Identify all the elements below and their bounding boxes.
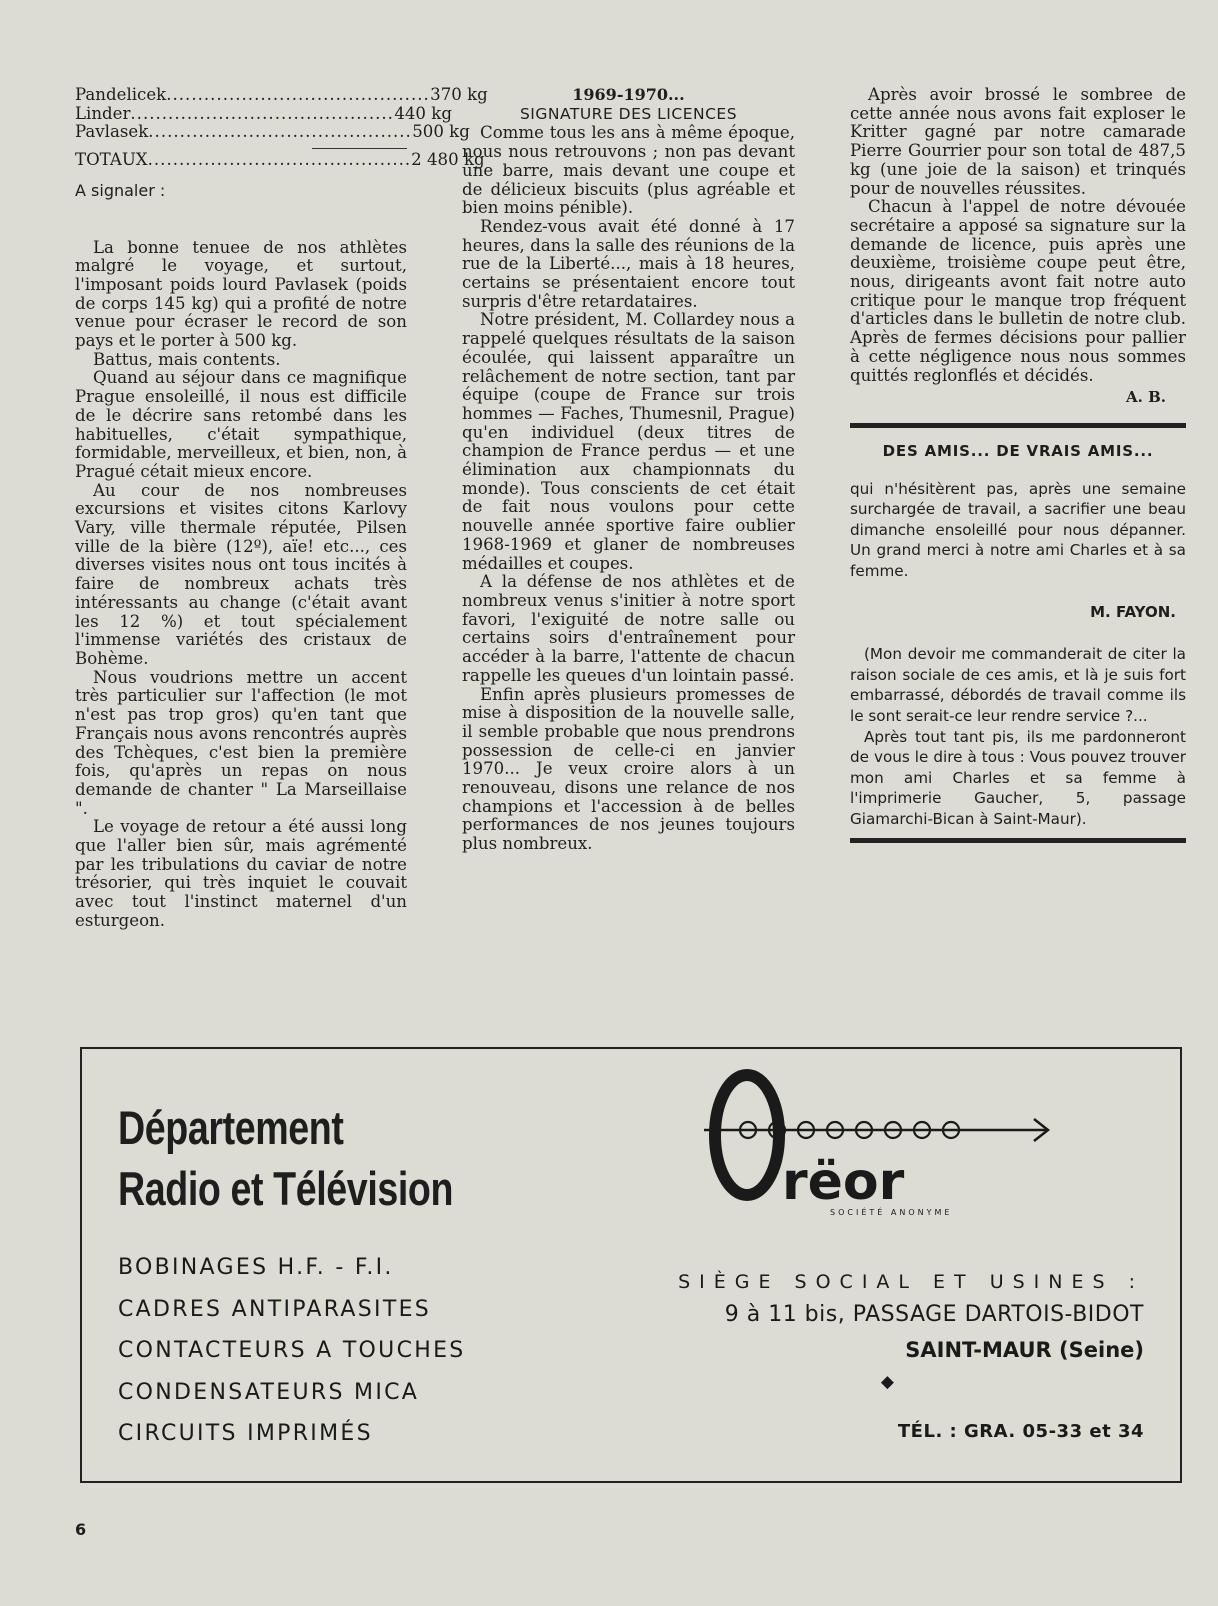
ad-phone: TÉL. : GRA. 05-33 et 34: [897, 1421, 1144, 1442]
page-number: 6: [75, 1520, 87, 1539]
diamond-icon: ◆: [880, 1372, 894, 1392]
total-rule: [312, 148, 407, 149]
box-bottom-rule: [850, 838, 1186, 843]
paragraph: Notre président, M. Collardey nous a rappelé quelques résultats de la saison écoulée, qui laissent apparaître un relâchement de notre section, tant par équipe (coupe de France sur trois hommes — Faches, Thumesnil, Prague) qu'en individuel (deux titres de champion de France perdus — et une élimination aux championnats du monde). Tous conscients de cet était de fait nous voulons pour cette nouvelle année sportive faire oublier 1968-1969 et glaner de nombreuses médailles et coupes.: [462, 310, 795, 573]
box-paragraph: Après tout tant pis, ils me pardonneront de vous le dire à tous : Vous pouvez trouver mon ami Charles et sa femme à l'imprimerie Gaucher, 5, passage Giamarchi-Bican à Saint-Maur).: [850, 727, 1186, 828]
column-3: [850, 86, 1186, 857]
box-paragraph: (Mon devoir me commanderait de citer la raison sociale de ces amis, et là je suis fort embarrassé, débordés de travail comme ils le sont serait-ce leur rendre service ?...: [850, 645, 1186, 725]
article-title: SIGNATURE DES LICENCES: [519, 104, 738, 123]
paragraph: A la défense de nos athlètes et de nombreux venus s'initier à notre sport favori, l'exiguité de notre salle ou certains soirs d'entraînement pour accéder à la barre, l'attente de chacun rappelle les queues d'un lointain passé.: [462, 572, 795, 685]
paragraph: Au cour de nos nombreuses excursions et visites citons Karlovy Vary, ville thermale réputée, Pilsen ville de la bière (12º), aïe! etc..., ces diverses visites nous ont tous incités à faire de nombreux achats très intéressants au change (c'était avant les 12 %) et tout spécialement l'immense variétés des cristaux de Bohème.: [75, 480, 407, 668]
box-top-rule: [850, 423, 1186, 428]
ad-address-line3: SAINT-MAUR (Seine): [905, 1338, 1144, 1362]
total-row: TOTAUX .......................................... 2 480 kg: [75, 150, 485, 170]
score-row: Pavlasek .......................................... 500 kg: [75, 122, 470, 142]
friends-box: [850, 479, 1186, 830]
signaler-heading: A signaler :: [75, 180, 166, 200]
score-row: Pandelicek .......................................... 370 kg: [75, 85, 488, 104]
box-signature: M. FAYON.: [1090, 602, 1176, 621]
ad-products: [118, 1247, 466, 1455]
ad-product: BOBINAGES H.F. - F.I.: [118, 1255, 394, 1280]
article-signature: A. B.: [1126, 388, 1166, 407]
paragraph: Chacun à l'appel de notre dévouée secrétaire a apposé sa signature sur la demande de licence, puis après une deuxième, troisième coupe peut être, nous, dirigeants avont fait notre auto critique pour le manque trop fréquent d'articles dans le bulletin de notre club. Après de fermes décisions pour pallier à cette négligence nous nous sommes quittés reglonflés et décidés.: [850, 197, 1186, 385]
paragraph: Rendez-vous avait été donné à 17 heures, dans la salle des réunions de la rue de la Liberté..., mais à 18 heures, certains se présentaient encore tout surpris d'être retardataires.: [462, 216, 795, 311]
ad-heading-line1: Département: [118, 1101, 344, 1154]
column-1: [75, 85, 488, 931]
ad-product: CONDENSATEURS MICA: [118, 1379, 420, 1405]
paragraph: Nous voudrions mettre un accent très particulier sur l'affection (le mot n'est pas trop gros) qu'en tant que Français nous avons rencontrés auprès des Tchèques, c'est bien la première fois, qu'après un repas on nous demande de chanter " La Marseillaise ".: [75, 667, 407, 818]
ad-address: [678, 1267, 1144, 1447]
ad-heading-line2: Radio et Télévision: [118, 1162, 454, 1215]
box-paragraph: qui n'hésitèrent pas, après une semaine surchargée de travail, a sacrifier une beau dimanche ensoleillé pour nous dépanner. Un grand merci à notre ami Charles et à sa femme.: [850, 479, 1186, 581]
paragraph: La bonne tenuee de nos athlètes malgré le voyage, et surtout, l'imposant poids lourd Pavlasek (poids de corps 145 kg) qui a profité de notre venue pour écraser le record de son pays et le porter à 500 kg.: [75, 237, 407, 351]
paragraph: Après avoir brossé le sombree de cette année nous avons fait exploser le Kritter gagné par notre camarade Pierre Gourrier pour son total de 487,5 kg (une joie de la saison) et trinqués pour de nouvelles réussites.: [850, 85, 1186, 198]
article-date-title: 1969-1970...: [572, 85, 685, 104]
paragraph: Enfin après plusieurs promesses de mise à disposition de la nouvelle salle, il semble probable que nous prendrons possession de celle-ci en janvier 1970... Je veux croire alors à un renouveau, disons une relance de nos champions et l'accession à de belles performances de nos jeunes toujours plus nombreux.: [462, 684, 795, 854]
logo-subtext: SOCIÉTÉ ANONYME: [830, 1208, 953, 1217]
logo-text: rëor: [782, 1152, 905, 1212]
oreor-logo-icon: [702, 1067, 1072, 1217]
ad-heading: [118, 1097, 453, 1219]
paragraph: Quand au séjour dans ce magnifique Prague ensoleillé, il nous est difficile de le décrire sans retombé dans les habituelles, c'était sympathique, formidable, merveilleux, et bien, non, à Pragué cétait mieux encore.: [75, 368, 407, 481]
score-row: Linder .......................................... 440 kg: [75, 103, 452, 123]
ad-address-line2: 9 à 11 bis, PASSAGE DARTOIS-BIDOT: [724, 1302, 1144, 1327]
advertisement: [80, 1047, 1182, 1483]
ad-product: CONTACTEURS A TOUCHES: [118, 1338, 466, 1363]
ad-product: CIRCUITS IMPRIMÉS: [118, 1421, 373, 1446]
ad-address-line1: SIÈGE SOCIAL ET USINES :: [678, 1271, 1144, 1293]
box-title: DES AMIS... DE VRAIS AMIS...: [882, 441, 1154, 460]
paragraph: Battus, mais contents.: [93, 349, 281, 369]
paragraph: Comme tous les ans à même époque, nous nous retrouvons ; non pas devant une barre, mais devant une coupe et de délicieux biscuits (plus agréable et bien moins pénible).: [462, 123, 795, 218]
paragraph: Le voyage de retour a été aussi long que l'aller bien sûr, mais agrémenté par les tribulations du caviar de notre trésorier, qui très inquiet le couvait avec tout l'instinct maternel d'un esturgeon.: [75, 817, 407, 930]
column-2: [462, 86, 795, 854]
ad-product: CADRES ANTIPARASITES: [118, 1296, 432, 1322]
